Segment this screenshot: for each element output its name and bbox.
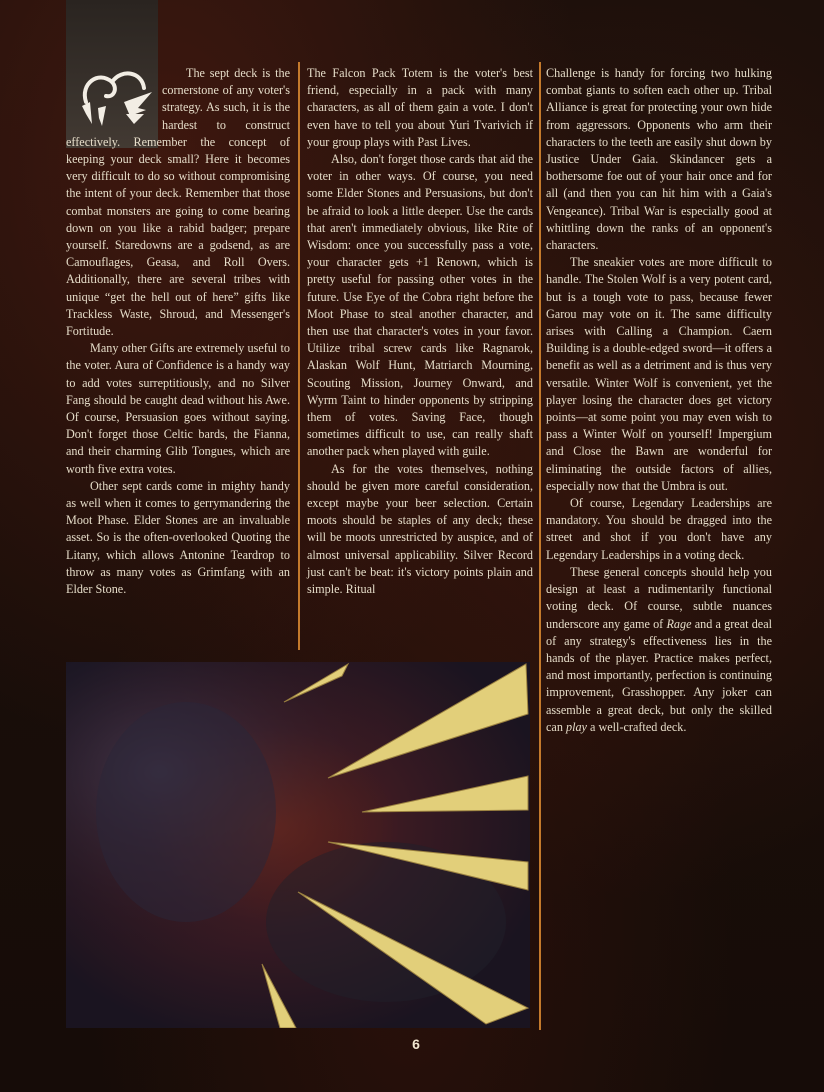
illustration [66,662,530,1028]
col3-p4-text-b: and a great deal of any strategy's effectiveness lies in the hands of the player. Practice makes perfect, and most importantly, perfection is continuing improvement, Grasshopper. Any joker can assemble a great deck, but only the skilled can [546,616,772,734]
col3-paragraph-3: Of course, Legendary Leaderships are mandatory. You should be dragged into the street and shot if you don't have any Legendary Leaderships in a voting deck. [546,496,772,562]
column-rule-left [298,62,300,650]
col3-p4-emphasis-play: play [565,719,587,734]
glyph-spacer [66,65,162,133]
col3-p4-text-a: These general concepts should help you design at least a rudimentarily functional voting deck. Of course, subtle nuances underscore any game of [546,564,772,631]
column-3 [546,65,772,736]
column-2 [307,65,533,598]
col3-paragraph-4 [546,564,772,736]
column-1 [66,65,290,598]
col1-paragraph-3: Other sept cards come in mighty handy as well when it comes to gerrymandering the Moot Phase. Elder Stones are an invaluable asset. So is the often-overlooked Quoting the Litany, which allows Antonine Teardrop to throw as many votes as Grimfang with an Elder Stone. [66,478,290,597]
page-number: 6 [412,1036,420,1052]
col3-p4-emphasis-rage: Rage [666,616,692,631]
illustration-figure [96,702,276,922]
col2-paragraph-1: The Falcon Pack Totem is the voter's best friend, especially in a pack with many characters, as all of them gain a vote. I don't even have to tell you about Yuri Tvarivich if your group plays with Past Lives. [307,66,533,149]
col1-paragraph-1: The sept deck is the cornerstone of any voter's strategy. As such, it is the hardest to construct effectively. Remember the concept of keeping your deck small? Here it becomes very difficult to do so without compromising the intent of your deck. Remember that those combat monsters are going to come bearing down on you like a rabid badger; prepare yourself. Staredowns are a godsend, as are Camouflages, Geasa, and Roll Overs. Additionally, there are several tribes with unique “get the hell out of here” gifts like Trackless Waste, Shroud, and Messenger's Fortitude. [66,66,290,339]
col3-paragraph-2: The sneakier votes are more difficult to handle. The Stolen Wolf is a very potent card, but is a tough vote to pass, because fewer Garou may vote on it. The same difficulty arises with Calling a Champion. Caern Building is a double-edged sword—it offers a benefit as well as a detriment and is thus very versatile. Winter Wolf is convenient, yet the player losing the character does get victory points—at some point you may even wish to pass a Winter Wolf on yourself! Impergium and Close the Bawn are wonderful for eliminating the outside factors of allies, especially now that the Umbra is out. [546,255,772,493]
col2-paragraph-3: As for the votes themselves, nothing should be given more careful consideration, except maybe your beer selection. Certain moots should be staples of any deck; these will be moots unrestricted by auspice, and of almost universal applicability. Silver Record just can't be beat: it's victory points plain and simple. Ritual [307,461,533,597]
col3-paragraph-1: Challenge is handy for forcing two hulking combat giants to soften each other up. Tribal Alliance is great for protecting your own hide from aggressors. Opponents who arm their characters to the teeth are easily shut down by Justice Under Gaia. Skindancer gets a bothersome foe out of your hair once and for all (and then you can hit him with a Gaia's Vengeance). Tribal War is especially good at whittling down the ranks of an opponent's characters. [546,66,772,253]
col1-paragraph-2: Many other Gifts are extremely useful to the voter. Aura of Confidence is a handy way to add votes surreptitiously, and no Silver Fang should be caught dead without his Awe. Of course, Persuasion goes without saying. Don't forget those Celtic bards, the Fianna, and their charming Glib Tongues, which are worth five extra votes. [66,341,290,476]
col2-paragraph-2: Also, don't forget those cards that aid the voter in other ways. Of course, you need some Elder Stones and Persuasions, but don't be afraid to look a little deeper. Use the cards that aren't immediately obvious, like Rite of Wisdom: once you successfully pass a vote, your character gets +1 Renown, which is pretty useful for passing other votes in the future. Use Eye of the Cobra right before the Moot Phase to steal another character, and then use that character's votes in your favor. Utilize tribal screw cards like Ragnarok, Alaskan Wolf Hunt, Matriarch Mourning, Scouting Mission, Journey Onward, and Wyrm Taint to hinder opponents by stripping them of votes. Saving Face, though sometimes difficult to use, can really shaft another pack when played with guile. [307,152,533,459]
col3-p4-text-c: a well-crafted deck. [586,719,687,734]
column-rule-right [539,62,541,1030]
